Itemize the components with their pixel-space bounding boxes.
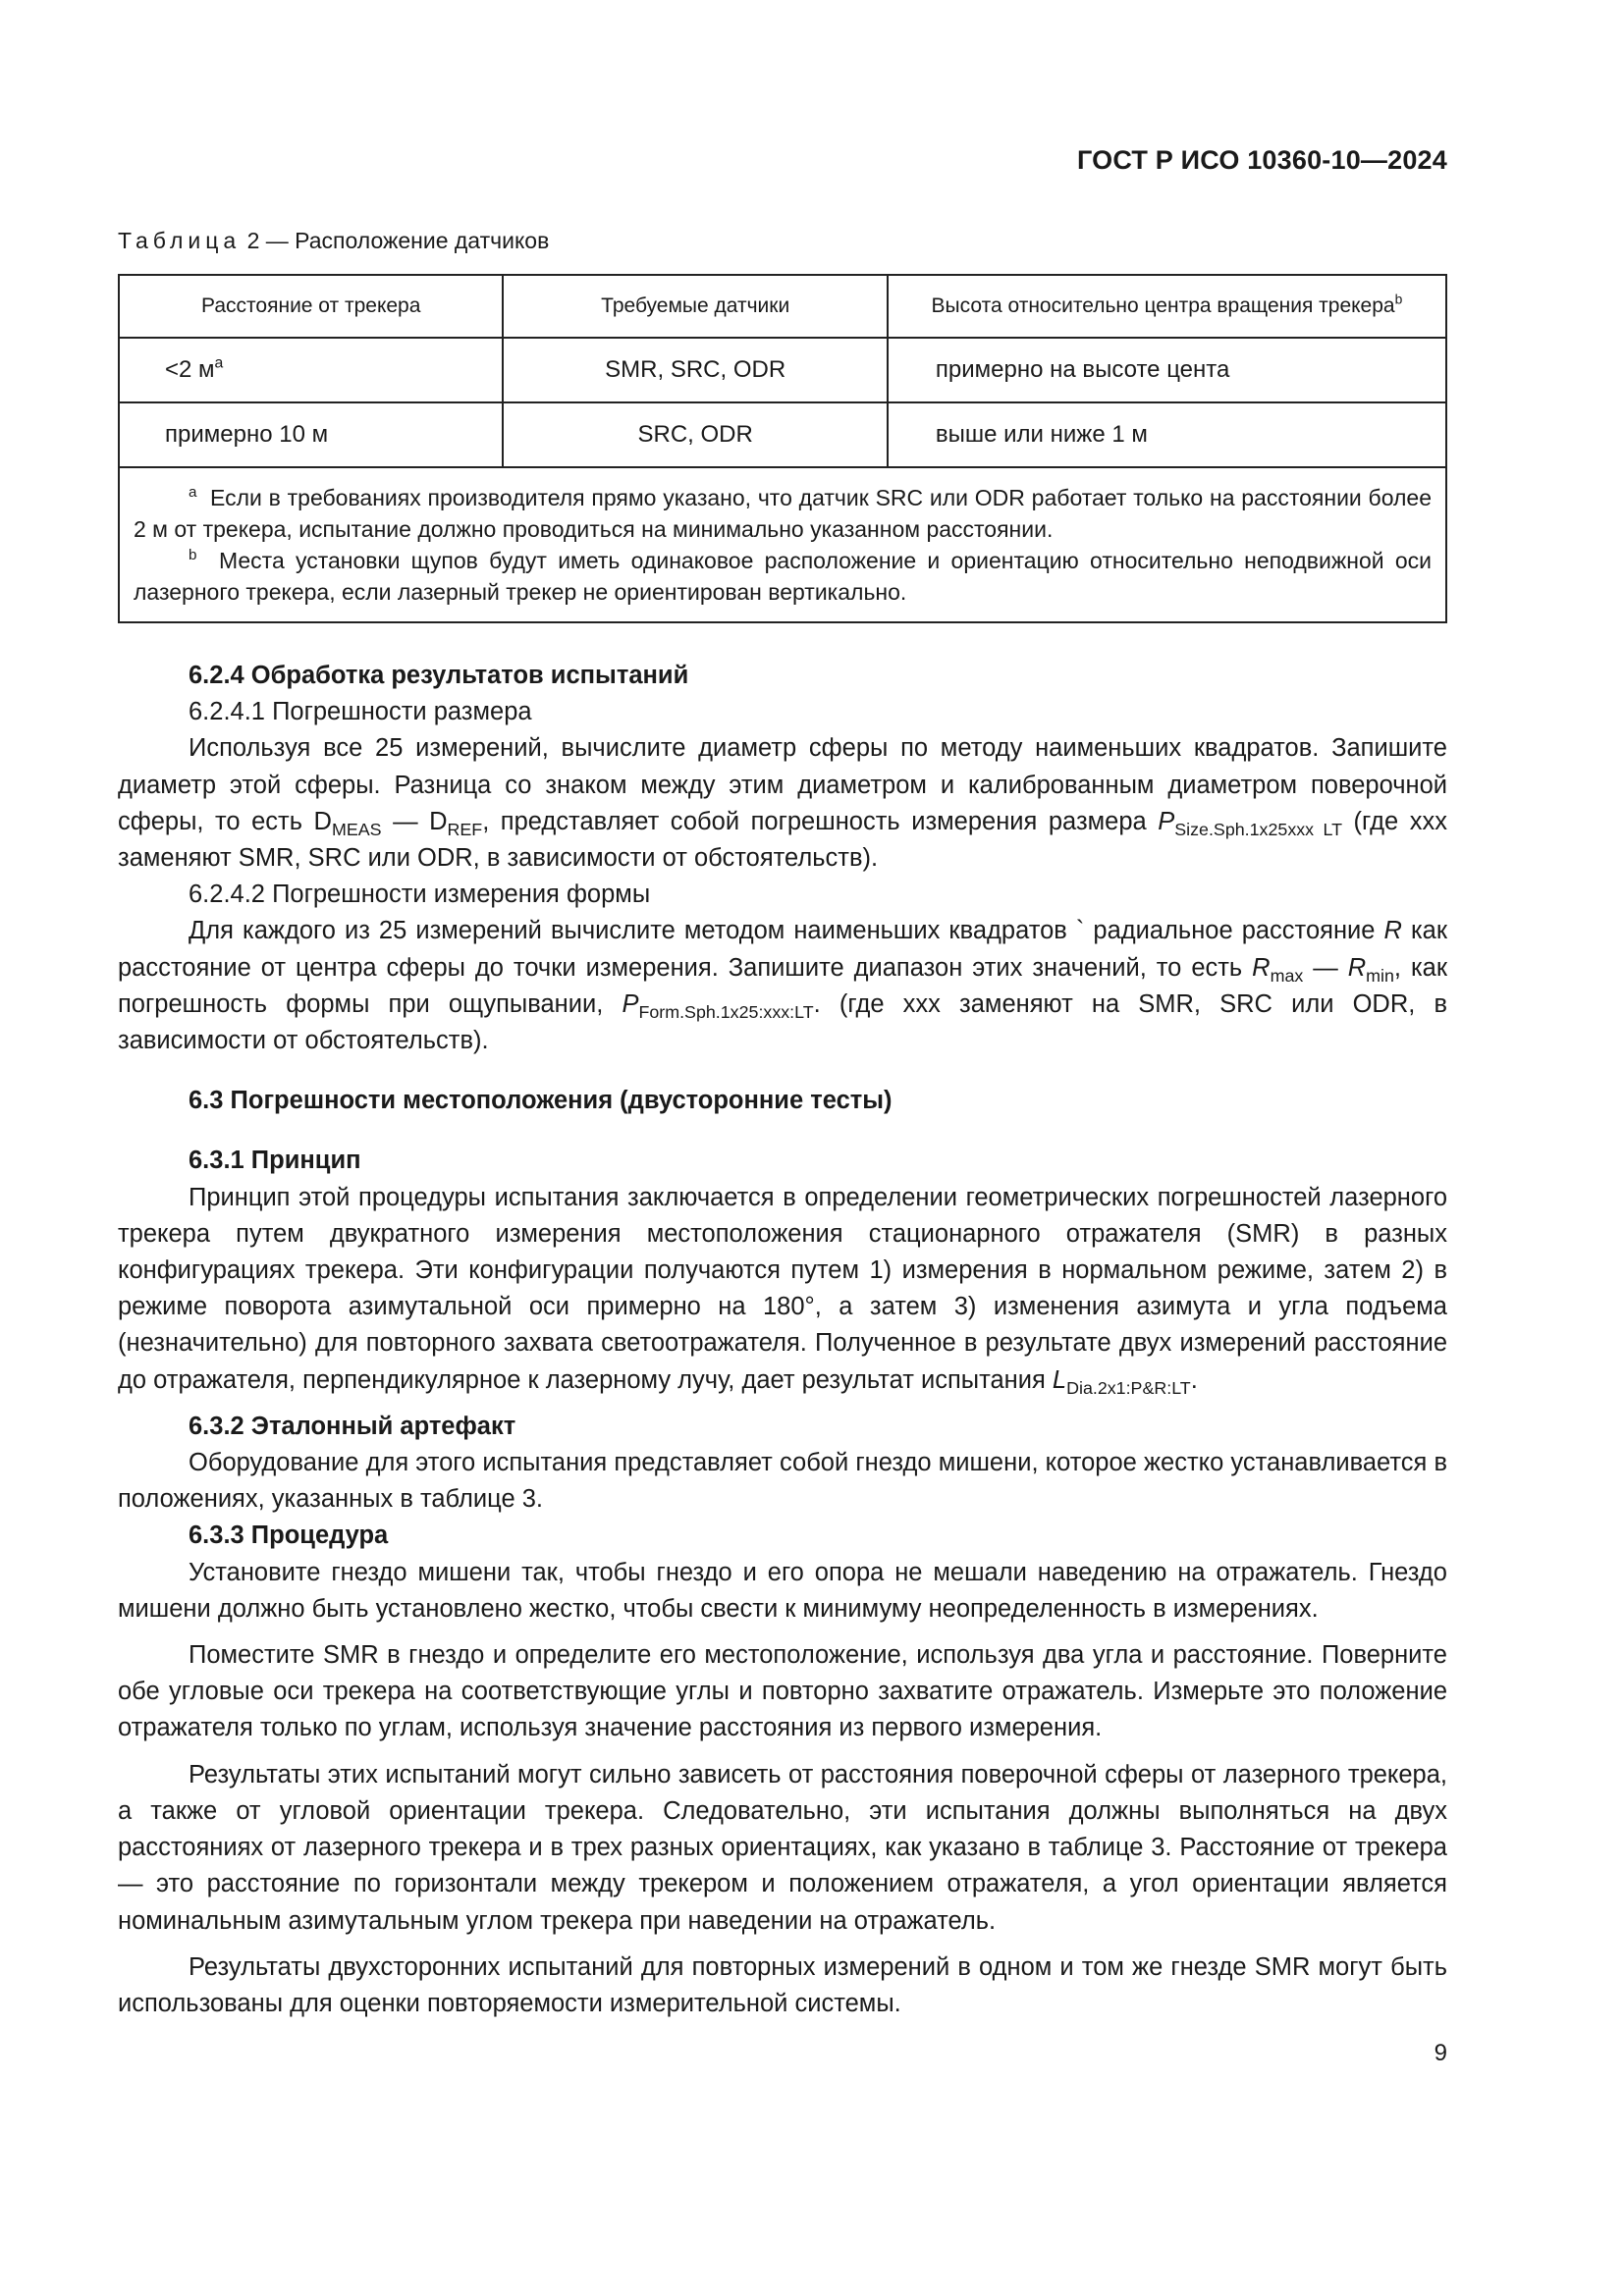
table-notes: [119, 467, 1446, 622]
paragraph-size-error: Используя все 25 измерений, вычислите диаметр сферы по методу наименьших квадратов. Запишите диаметр этой сферы. Разница со знаком между этим диаметром и калиброванным диаметром поверочной сферы, то есть $D_{MEAS}$ — $D_{REF}$, представляет собой погрешность измерения размера $P_{Size.Sph.1x25xxx LT}$ (где xxx заменяют SMR, SRC или ODR, в зависимости от обстоятельств).: [118, 734, 1447, 873]
page-number: 9: [1434, 2040, 1447, 2066]
table-note: $^b$ Места установки щупов будут иметь одинаковое расположение и ориентацию относительно неподвижной оси лазерного трекера, если лазерный трекер не ориентирован вертикально.: [134, 546, 1432, 605]
section-heading-6-3-1: 6.3.1 Принцип: [189, 1147, 361, 1175]
table-caption-title: 2 — Расположение датчиков: [246, 228, 550, 253]
column-header: Высота относительно центра вращения трекера$^b$: [888, 275, 1446, 338]
table-caption-word: Таблица: [118, 228, 242, 253]
table-cell-distance: примерно 10 м: [119, 402, 503, 467]
paragraph-form-error: Для каждого из 25 измерений вычислите методом наименьших квадратов ` радиальное расстояние R как расстояние от центра сферы до точки измерения. Запишите диапазон этих значений, то есть $R_{max}$ — $R_{min}$, как погрешность формы при ощупывании, $P_{Form.Sph.1x25:xxx:LT}$. (где xxx заменяют на SMR, SRC или ODR, в зависимости от обстоятельств).: [118, 917, 1448, 1055]
sensor-placement-table: [118, 274, 1447, 623]
section-heading-6-2-4: 6.2.4 Обработка результатов испытаний: [189, 662, 689, 689]
table-cell-sensors: SRC, ODR: [503, 402, 887, 467]
table-row: [119, 338, 1446, 402]
section-heading-6-3-2: 6.3.2 Эталонный артефакт: [189, 1412, 516, 1440]
section-heading-6-3-3: 6.3.3 Процедура: [189, 1522, 389, 1550]
document-body: [118, 658, 1447, 2022]
paragraph-procedure-2: Поместите SMR в гнездо и определите его местоположение, используя два угла и расстояние. Поверните обе угловые оси трекера на соответствующие углы и повторно захватите отражатель. Измерьте это положение отражателя только по углам, используя значение расстояния из первого измерения.: [118, 1641, 1447, 1742]
table-note: $^a$ Если в требованиях производителя прямо указано, что датчик SRC или ODR работает только на расстоянии более 2 м от трекера, испытание должно проводиться на минимально указанном расстоянии.: [134, 483, 1433, 542]
table-caption: [118, 228, 549, 254]
subsection-heading-6-2-4-2: 6.2.4.2 Погрешности измерения формы: [189, 881, 651, 909]
paragraph-procedure-3: Результаты этих испытаний могут сильно зависеть от расстояния поверочной сферы от лазерного трекера, а также от угловой ориентации трекера. Следовательно, эти испытания должны выполняться на двух расстояниях от лазерного трекера и в трех разных ориентациях, как указано в таблице 3. Расстояние от трекера — это расстояние по горизонтали между трекером и положением отражателя, а угол ориентации является номинальным азимутальным углом трекера при наведении на отражатель.: [118, 1760, 1447, 1935]
paragraph-principle: Принцип этой процедуры испытания заключается в определении геометрических погрешностей лазерного трекера путем двукратного измерения местоположения стационарного отражателя (SMR) в разных конфигурациях трекера. Эти конфигурации получаются путем 1) измерения в нормальном режиме, затем 2) в режиме поворота азимутальной оси примерно на 180°, а затем 3) изменения азимута и угла подъема (незначительно) для повторного захвата светоотражателя. Полученное в результате двух измерений расстояние до отражателя, перпендикулярное к лазерному лучу, дает результат испытания $L_{Dia.2x1:P\&R:LT}$.: [118, 1183, 1447, 1398]
section-heading-6-3: 6.3 Погрешности местоположения (двусторонние тесты): [189, 1087, 893, 1115]
paragraph-procedure-1: Установите гнездо мишени так, чтобы гнездо и его опора не мешали наведению на отражатель. Гнездо мишени должно быть установлено жестко, чтобы свести к минимуму неопределенность в измерениях.: [118, 1558, 1447, 1623]
footnote-mark: b: [1394, 291, 1403, 307]
subsection-heading-6-2-4-1: 6.2.4.1 Погрешности размера: [189, 698, 532, 726]
table-cell-sensors: SMR, SRC, ODR: [503, 338, 887, 402]
table-row: [119, 402, 1446, 467]
table-header-row: [119, 275, 1446, 338]
paragraph-artifact: Оборудование для этого испытания представляет собой гнездо мишени, которое жестко устанавливается в положениях, указанных в таблице 3.: [118, 1449, 1447, 1514]
table-cell-height: выше или ниже 1 м: [888, 402, 1446, 467]
column-header: Расстояние от трекера: [119, 275, 503, 338]
table-cell-distance: <2 $м^a$: [119, 338, 503, 402]
footnote-mark: a: [214, 354, 224, 372]
document-code: ГОСТ Р ИСО 10360-10—2024: [1077, 145, 1447, 175]
paragraph-procedure-4: Результаты двухсторонних испытаний для повторных измерений в одном и том же гнезде SMR могут быть использованы для оценки повторяемости измерительной системы.: [118, 1952, 1447, 2017]
column-header: Требуемые датчики: [503, 275, 887, 338]
table-cell-height: примерно на высоте цента: [888, 338, 1446, 402]
table-notes-row: [119, 467, 1446, 622]
